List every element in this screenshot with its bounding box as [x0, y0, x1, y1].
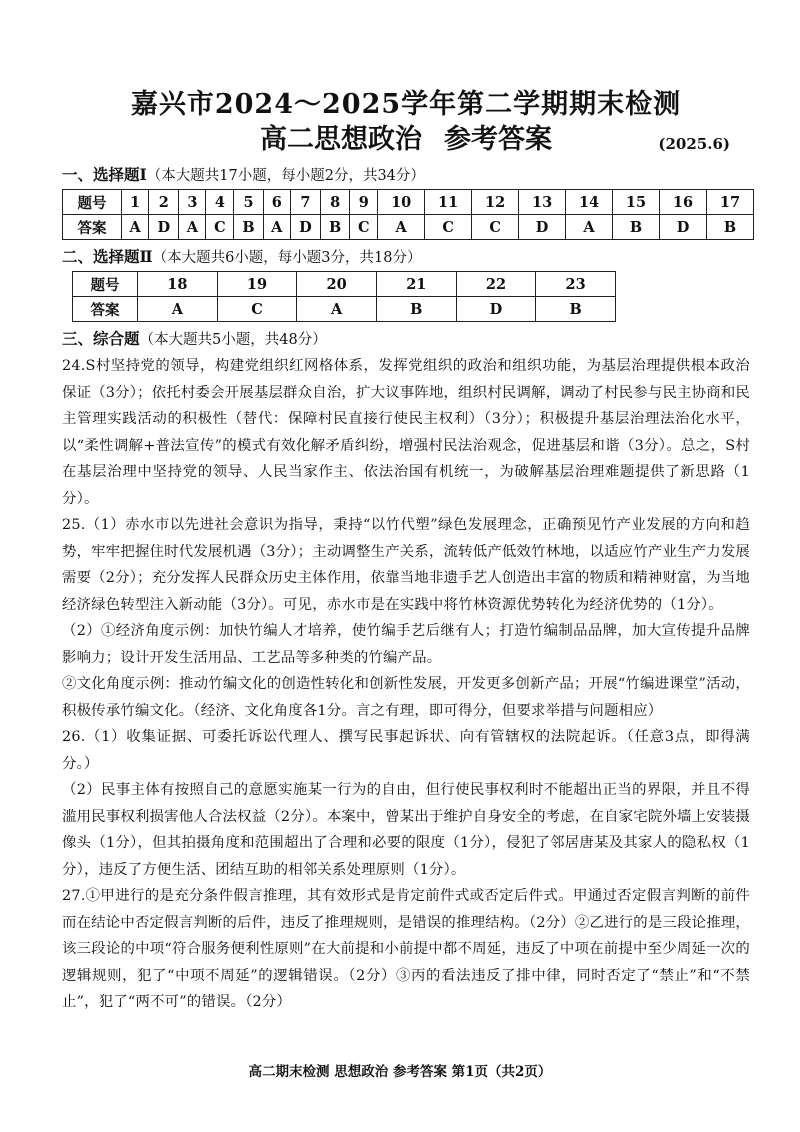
row-label-answer: 答案 [73, 297, 138, 322]
question-number-cell: 7 [290, 190, 320, 215]
question-number-cell: 18 [138, 272, 218, 297]
answer-cell: A [378, 215, 425, 240]
answer-cell: C [472, 215, 519, 240]
answer-paragraph: 26.（1）收集证据、可委托诉讼代理人、撰写民事起诉状、向有管辖权的法院起诉。（任意3点，即得满分。） [62, 729, 750, 772]
answer-cell: C [217, 297, 297, 322]
answer-cell: D [149, 215, 179, 240]
exam-title: 嘉兴市2024～2025学年第二学期期末检测 [130, 89, 682, 120]
question-number-cell: 22 [456, 272, 536, 297]
question-number-cell: 20 [297, 272, 377, 297]
answer-cell: D [290, 215, 320, 240]
question-number-cell: 10 [378, 190, 425, 215]
question-number-cell: 9 [350, 190, 378, 215]
exam-date: (2025.6) [658, 135, 730, 153]
answer-cell: A [122, 215, 149, 240]
table-row-answers [73, 297, 616, 322]
answer-cell: B [613, 215, 660, 240]
answer-cell: A [263, 215, 290, 240]
answer-cell: D [519, 215, 566, 240]
section1-answer-table [62, 189, 754, 240]
question-number-cell: 6 [263, 190, 290, 215]
table-row-numbers [73, 272, 616, 297]
question-number-cell: 16 [660, 190, 707, 215]
answer-cell: C [350, 215, 378, 240]
question-number-cell: 1 [122, 190, 149, 215]
answer-cell: A [297, 297, 377, 322]
question-number-cell: 5 [234, 190, 263, 215]
question-number-cell: 11 [425, 190, 472, 215]
question-number-cell: 14 [566, 190, 613, 215]
exam-subtitle [62, 122, 750, 158]
question-number-cell: 8 [320, 190, 349, 215]
page-footer: 高二期末检测 思想政治 参考答案 第1页（共2页） [248, 1064, 552, 1080]
section1-heading: 一、选择题Ⅰ（本大题共17小题，每小题2分，共34分） [62, 165, 425, 184]
answer-cell: A [179, 215, 206, 240]
answer-paragraph: ②文化角度示例：推动竹编文化的创造性转化和创新性发展，开发更多创新产品；开展“竹编进课堂”活动，积极传承竹编文化。（经济、文化角度各1分。言之有理，即可得分，但要求举措与问题相应） [62, 676, 750, 719]
question-number-cell: 19 [217, 272, 297, 297]
answer-cell: A [138, 297, 218, 322]
row-label-answer: 答案 [63, 215, 122, 240]
question-number-cell: 4 [206, 190, 234, 215]
answer-paragraph: 25.（1）赤水市以先进社会意识为指导，秉持“以竹代塑”绿色发展理念，正确预见竹产业发展的方向和趋势，牢牢把握住时代发展机遇（3分）；主动调整生产关系，流转低产低效竹林地，以适应竹产业生产力发展需要（2分）；充分发挥人民群众历史主体作用，依靠当地非遗手艺人创造出丰富的物质和精神财富，为当地经济绿色转型注入新动能（3分）。可见，赤水市是在实践中将竹林资源优势转化为经济优势的（1分）。 [62, 517, 750, 613]
question-number-cell: 17 [706, 190, 753, 215]
answer-paragraph: （2）①经济角度示例：加快竹编人才培养，使竹编手艺后继有人；打造竹编制品品牌，加大宣传提升品牌影响力；设计开发生活用品、工艺品等多种类的竹编产品。 [62, 623, 750, 666]
section2-answer-table [72, 271, 616, 322]
question-number-cell: 15 [613, 190, 660, 215]
answer-cell: B [376, 297, 456, 322]
answer-cell: C [425, 215, 472, 240]
question-number-cell: 23 [536, 272, 616, 297]
answer-paragraph: （2）民事主体有按照自己的意愿实施某一行为的自由，但行使民事权利时不能超出正当的界限，并且不得滥用民事权利损害他人合法权益（2分）。本案中，曾某出于维护自身安全的考虑，在自家宅院外墙上安装摄像头（1分），但其拍摄角度和范围超出了合理和必要的限度（1分），侵犯了邻居唐某及其家人的隐私权（1分），违反了方便生活、团结互助的相邻关系处理原则（1分）。 [62, 782, 750, 878]
question-number-cell: 2 [149, 190, 179, 215]
answer-cell: B [536, 297, 616, 322]
row-label-number: 题号 [63, 190, 122, 215]
answer-cell: D [660, 215, 707, 240]
subject-name: 高二思想政治 [260, 124, 422, 155]
question-number-cell: 21 [376, 272, 456, 297]
answer-key-label: 参考答案 [444, 124, 552, 155]
answer-cell: B [320, 215, 349, 240]
answer-cell: A [566, 215, 613, 240]
question-number-cell: 13 [519, 190, 566, 215]
section2-heading: 二、选择题Ⅱ（本大题共6小题，每小题3分，共18分） [62, 247, 422, 266]
answer-cell: C [206, 215, 234, 240]
row-label-number: 题号 [73, 272, 138, 297]
answer-cell: D [456, 297, 536, 322]
question-number-cell: 12 [472, 190, 519, 215]
section3-heading: 三、综合题（本大题共5小题，共48分） [62, 329, 327, 348]
table-row-numbers [63, 190, 754, 215]
section3-answers [62, 353, 750, 1016]
answer-cell: B [234, 215, 263, 240]
answer-cell: B [706, 215, 753, 240]
table-row-answers [63, 215, 754, 240]
question-number-cell: 3 [179, 190, 206, 215]
answer-paragraph: 27.①甲进行的是充分条件假言推理，其有效形式是肯定前件式或否定后件式。甲通过否定假言判断的前件而在结论中否定假言判断的后件，违反了推理规则，是错误的推理结构。（2分）②乙进行的是三段论推理，该三段论的中项“符合服务便利性原则”在大前提和小前提中都不周延，违反了中项在前提中至少周延一次的逻辑规则，犯了“中项不周延”的逻辑错误。（2分）③丙的看法违反了排中律，同时否定了“禁止”和“不禁止”，犯了“两不可”的错误。（2分） [62, 888, 750, 1010]
answer-paragraph: 24.S村坚持党的领导，构建党组织红网格体系，发挥党组织的政治和组织功能，为基层治理提供根本政治保证（3分）；依托村委会开展基层群众自治，扩大议事阵地，组织村民调解，调动了村民参与民主协商和民主管理实践活动的积极性（替代：保障村民直接行使民主权利）（3分）；积极提升基层治理法治化水平，以“柔性调解+普法宣传”的模式有效化解矛盾纠纷，增强村民法治观念，促进基层和谐（3分）。总之，S村在基层治理中坚持党的领导、人民当家作主、依法治国有机统一，为破解基层治理难题提供了新思路（1分）。 [62, 358, 750, 507]
